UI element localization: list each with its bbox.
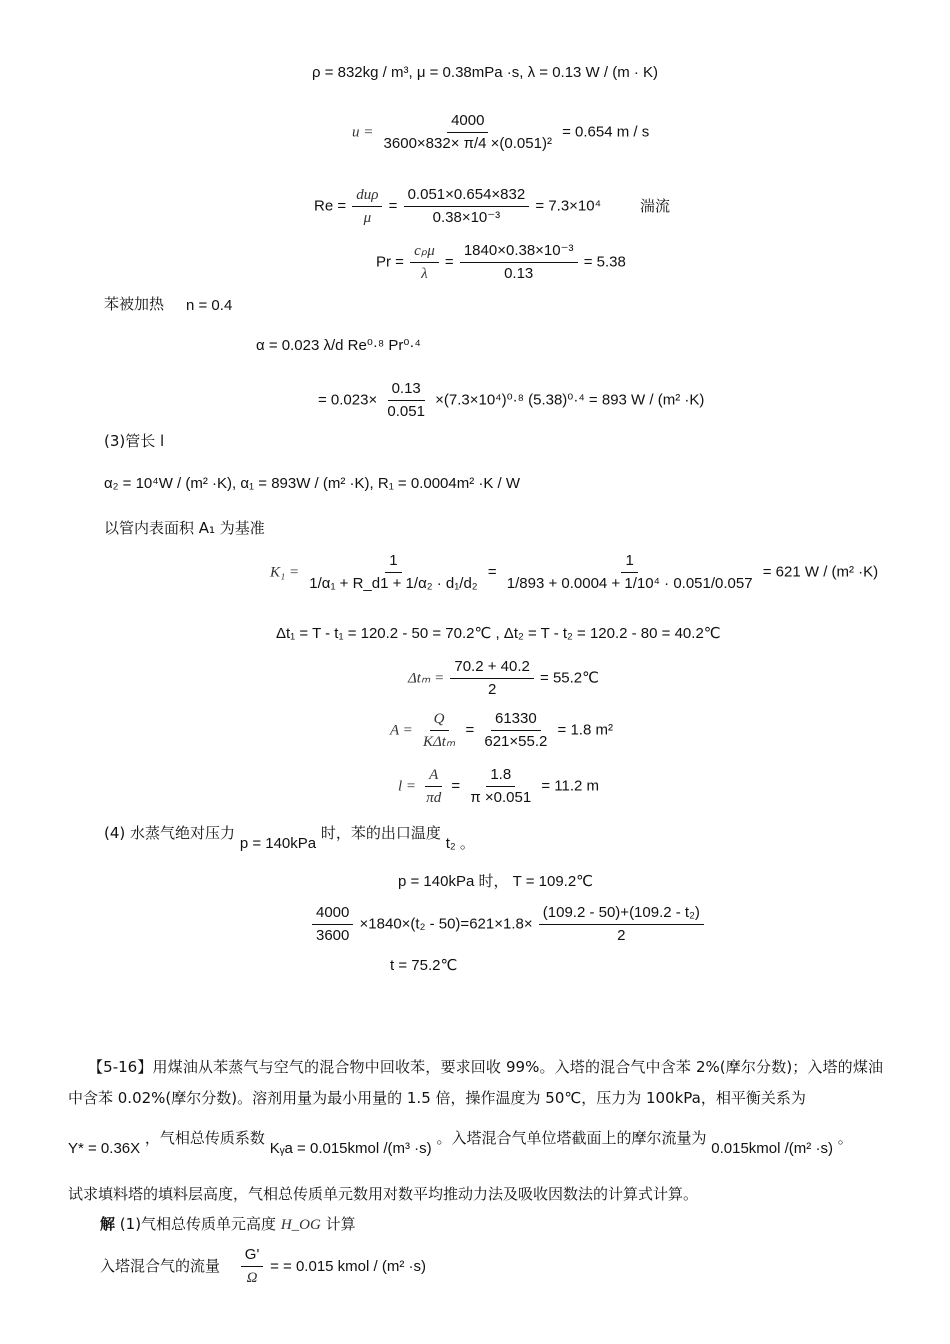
inlet-flow-numerator: G' <box>241 1246 264 1267</box>
balance-middle: ×1840×(t₂ - 50)=621×1.8× <box>359 915 533 933</box>
steam-pressure-line: p = 140kPa 时， T = 109.2℃ <box>398 873 594 890</box>
inlet-flow-fraction <box>241 1246 264 1287</box>
k1-equation <box>270 552 878 593</box>
equals-sign: = <box>451 777 461 795</box>
section-4-heading <box>104 823 475 852</box>
alpha-prefix: = 0.023× <box>318 391 378 409</box>
inlet-flow-denominator: Ω <box>246 1270 258 1286</box>
prandtl-fraction-numeric <box>460 242 578 283</box>
balance-mean-fraction <box>539 904 704 945</box>
area-equation <box>390 710 613 751</box>
length-num-numeric: 1.8 <box>486 766 515 787</box>
problem-text-1: 【5-16】用煤油从苯蒸气与空气的混合物中回收苯，要求回收 99%。入塔的混合气中含苯 2%(摩尔分数)；入塔的煤油中含苯 0.02%(摩尔分数)。溶剂用量为最小用量的 1.5 倍，操作温度为 50℃，压力为 100kPa，相平衡关系为 <box>68 1058 883 1107</box>
problem-statement <box>68 1052 883 1114</box>
balance-flow-denominator: 3600 <box>316 927 350 944</box>
velocity-result: = 0.654 m / s <box>562 123 650 141</box>
velocity-lhs: u = <box>352 124 374 141</box>
prandtl-num-numeric: 1840×0.38×10⁻³ <box>460 242 578 263</box>
given-coefficients: α₂ = 10⁴W / (m² ·K), α₁ = 893W / (m² ·K), R₁ = 0.0004m² ·K / W <box>104 475 521 492</box>
dtm-fraction <box>450 658 533 699</box>
area-den-numeric: 621×55.2 <box>484 733 548 750</box>
alpha-numeric <box>318 380 704 421</box>
log-mean-equation <box>408 658 599 699</box>
alpha-result: ×(7.3×10⁴)⁰·⁸ (5.38)⁰·⁴ = 893 W / (m² ·K) <box>435 391 705 409</box>
section-4-t2: t₂ 。 <box>445 835 475 852</box>
reynolds-num-numeric: 0.051×0.654×832 <box>404 186 530 207</box>
reynolds-den-symbolic: μ <box>363 210 372 226</box>
velocity-denominator: 3600×832× π/4 ×(0.051)² <box>383 135 552 152</box>
hog-symbol: H_OG <box>280 1217 321 1233</box>
balance-mean-numerator: (109.2 - 50)+(109.2 - t₂) <box>539 904 704 925</box>
basis-statement: 以管内表面积 A₁ 为基准 <box>104 519 265 537</box>
area-fraction-numeric <box>480 710 551 751</box>
k1-num-numeric: 1 <box>621 552 637 573</box>
temperature-differences: Δt₁ = T - t₁ = 120.2 - 50 = 70.2℃ , Δt₂ = T - t₂ = 120.2 - 80 = 40.2℃ <box>276 625 721 642</box>
length-fraction-numeric <box>466 766 535 807</box>
solution-tail: 计算 <box>325 1215 356 1233</box>
length-num-symbolic: A <box>425 766 442 787</box>
dtm-denominator: 2 <box>487 681 497 698</box>
dtm-lhs: Δtₘ = <box>408 670 445 687</box>
reynolds-fraction-symbolic <box>352 186 382 227</box>
reynolds-fraction-numeric <box>404 186 530 227</box>
solution-text: (1)气相总传质单元高度 <box>119 1215 277 1233</box>
prandtl-den-numeric: 0.13 <box>504 265 534 282</box>
area-den-symbolic: KΔtₘ <box>422 734 456 750</box>
alpha-formula: α = 0.023 λ/d Re⁰·⁸ Pr⁰·⁴ <box>256 337 421 354</box>
problem-text-2b: 。入塔混合气单位塔截面上的摩尔流量为 <box>436 1129 707 1147</box>
reynolds-den-numeric: 0.38×10⁻³ <box>432 209 501 226</box>
area-num-numeric: 61330 <box>491 710 541 731</box>
inlet-flow-result: = = 0.015 kmol / (m² ·s) <box>270 1258 426 1275</box>
velocity-fraction <box>380 112 556 153</box>
area-lhs: A = <box>390 722 413 739</box>
area-result: = 1.8 m² <box>557 721 613 739</box>
balance-mean-denominator: 2 <box>617 927 626 944</box>
prandtl-result: = 5.38 <box>583 253 626 271</box>
mass-transfer-coefficient: Kᵧa = 0.015kmol /(m³ ·s) <box>269 1140 432 1157</box>
solution-label: 解 <box>100 1215 116 1233</box>
alpha-denominator: 0.051 <box>387 403 425 420</box>
reynolds-result: = 7.3×10⁴ <box>535 197 602 215</box>
section-4-pressure: p = 140kPa <box>239 835 317 852</box>
balance-flow-numerator: 4000 <box>312 904 353 925</box>
prandtl-lhs: Pr = <box>376 253 404 271</box>
alpha-fraction <box>383 380 429 421</box>
problem-text-2a: ，气相总传质系数 <box>144 1129 265 1147</box>
section-3-heading: (3)管长 l <box>104 432 165 450</box>
property-line: ρ = 832kg / m³, μ = 0.38mPa ·s, λ = 0.13 W / (m · K) <box>312 64 659 81</box>
equals-sign: = <box>444 253 454 271</box>
solution-heading <box>100 1214 356 1235</box>
outlet-temperature-result: t = 75.2℃ <box>390 957 458 974</box>
length-equation <box>398 766 599 807</box>
reynolds-num-symbolic: duρ <box>352 186 382 207</box>
length-fraction-symbolic <box>422 766 445 807</box>
k1-fraction-numeric <box>503 552 757 593</box>
equals-sign: = <box>465 721 475 739</box>
prandtl-den-symbolic: λ <box>421 266 428 282</box>
length-result: = 11.2 m <box>541 777 600 795</box>
equals-sign: = <box>388 197 398 215</box>
molar-flux: 0.015kmol /(m² ·s) <box>711 1140 833 1157</box>
k1-lhs: K₁ = <box>270 564 300 581</box>
length-den-numeric: π ×0.051 <box>470 789 532 806</box>
exponent-n: n = 0.4 <box>186 297 233 314</box>
inlet-flow-label: 入塔混合气的流量 <box>100 1257 221 1275</box>
k1-den-numeric: 1/893 + 0.0004 + 1/10⁴ · 0.051/0.057 <box>506 575 753 592</box>
problem-text-2c: 。 <box>837 1129 853 1147</box>
section-4-label: (4) 水蒸气绝对压力 <box>104 824 236 842</box>
velocity-equation <box>352 112 649 153</box>
problem-equilibrium-line <box>68 1128 853 1157</box>
length-lhs: l = <box>398 778 417 795</box>
dtm-result: = 55.2℃ <box>540 669 599 687</box>
velocity-numerator: 4000 <box>447 112 488 133</box>
area-num-symbolic: Q <box>430 710 449 731</box>
prandtl-equation <box>376 242 626 283</box>
area-fraction-symbolic <box>419 710 459 751</box>
prandtl-fraction-symbolic <box>410 242 439 283</box>
k1-result: = 621 W / (m² ·K) <box>762 563 879 581</box>
equilibrium-relation: Y* = 0.36X <box>68 1140 141 1157</box>
turbulent-note: 湍流 <box>640 197 671 215</box>
prandtl-num-symbolic: cₚμ <box>410 242 439 263</box>
balance-flow-fraction <box>312 904 353 945</box>
heat-balance-equation <box>310 904 706 945</box>
section-4-tail: 时，苯的出口温度 <box>320 824 441 842</box>
inlet-flow-line <box>100 1246 426 1287</box>
reynolds-equation <box>314 186 601 227</box>
length-den-symbolic: πd <box>426 790 442 806</box>
k1-den-symbolic: 1/α₁ + R_d1 + 1/α₂ · d₁/d₂ <box>309 575 478 592</box>
equals-sign: = <box>487 563 497 581</box>
dtm-numerator: 70.2 + 40.2 <box>450 658 533 679</box>
alpha-numerator: 0.13 <box>388 380 425 401</box>
heated-label: 苯被加热 <box>104 295 165 313</box>
k1-fraction-symbolic <box>305 552 481 593</box>
k1-num-symbolic: 1 <box>385 552 401 573</box>
reynolds-lhs: Re = <box>314 197 347 215</box>
problem-question: 试求填料塔的填料层高度，气相总传质单元数用对数平均推动力法及吸收因数法的计算式计算。 <box>68 1185 699 1203</box>
